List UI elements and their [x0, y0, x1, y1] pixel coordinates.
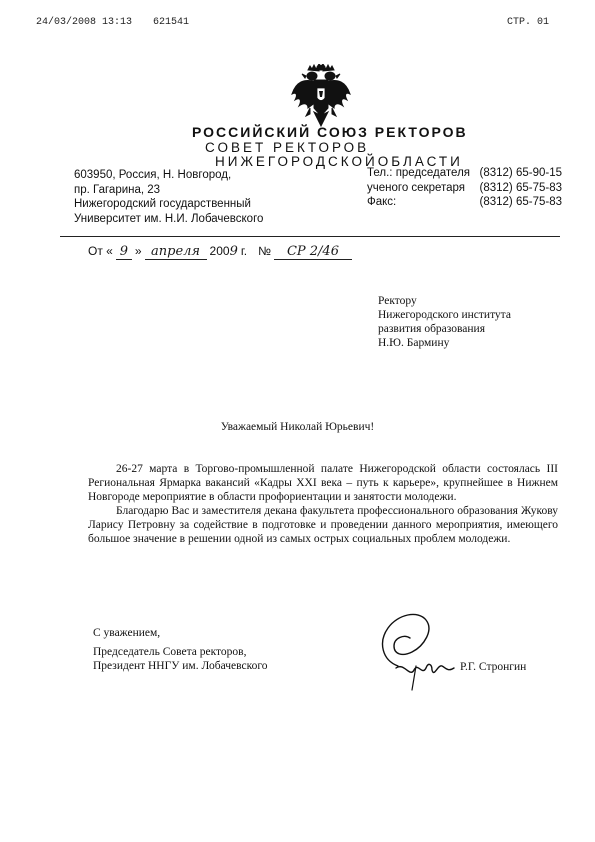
recipient-line: Нижегородского института: [378, 309, 511, 321]
recipient-line: развития образования: [378, 323, 485, 335]
recipient-line: Н.Ю. Бармину: [378, 337, 450, 349]
contact-label: ученого секретаря: [367, 181, 466, 194]
fax-datetime: 24/03/2008 13:13: [36, 17, 133, 28]
address-line: пр. Гагарина, 23: [74, 183, 161, 196]
fax-page-number: СТР. 01: [507, 17, 550, 28]
outgoing-number: СР 2/46: [274, 244, 352, 260]
body-paragraph: Благодарю Вас и заместителя декана факультета профессионального образования Жукову Ларису Петровну за содействие в подготовке и проведении данного мероприятия, имеющего большое значение в решении одной из самых острых социальных проблем молодежи.: [88, 505, 558, 545]
address-block: [74, 168, 263, 226]
letter-body: [88, 462, 558, 546]
signer-name: Р.Г. Стронгин: [460, 661, 527, 673]
outgoing-day: 9: [116, 244, 132, 260]
outgoing-month: апреля: [145, 244, 207, 260]
fax-number: 621541: [153, 17, 190, 28]
contact-phone: (8312) 65-75-83: [479, 181, 562, 194]
org-title: РОССИЙСКИЙ СОЮЗ РЕКТОРОВ: [192, 124, 468, 140]
recipient-block: [378, 294, 511, 350]
signature-title-line: Президент ННГУ им. Лобачевского: [93, 660, 268, 672]
signature-title: [93, 645, 268, 673]
salutation: Уважаемый Николай Юрьевич!: [220, 421, 375, 433]
address-line: Университет им. Н.И. Лобачевского: [74, 212, 264, 225]
contacts-block: [367, 166, 562, 210]
address-line: 603950, Россия, Н. Новгород,: [74, 169, 232, 181]
recipient-line: Ректору: [378, 295, 417, 307]
handwritten-signature: [368, 606, 460, 692]
contact-label: Факс:: [367, 196, 397, 208]
signature-title-line: Председатель Совета ректоров,: [93, 646, 247, 658]
contact-phone: (8312) 65-90-15: [479, 167, 562, 179]
outgoing-reference: [88, 244, 352, 260]
day-suffix: »: [134, 244, 142, 258]
year-suffix: г.: [240, 244, 248, 258]
body-paragraph: 26-27 марта в Торгово-промышленной палате Нижегородской области состоялась III Региональная Ярмарка вакансий «Кадры XXI века – путь к карьере», крупнейшее в Нижнем Новгороде мероприятие в области профориентации и занятости молодежи.: [88, 463, 558, 503]
org-region: НИЖЕГОРОДСКОЙОБЛАСТИ: [215, 154, 463, 169]
contact-label: Тел.: председателя: [367, 167, 471, 179]
contact-phone: (8312) 65-75-83: [479, 196, 562, 208]
from-label: От «: [88, 244, 113, 258]
double-headed-eagle-icon: [290, 64, 352, 128]
address-line: Нижегородский государственный: [74, 198, 251, 210]
header-divider: [60, 236, 560, 237]
year-digit: 9: [229, 244, 238, 259]
closing-regards: С уважением,: [93, 627, 161, 639]
year-prefix: 200: [209, 244, 230, 258]
org-council: СОВЕТ РЕКТОРОВ: [205, 140, 370, 155]
number-label: №: [258, 244, 271, 258]
